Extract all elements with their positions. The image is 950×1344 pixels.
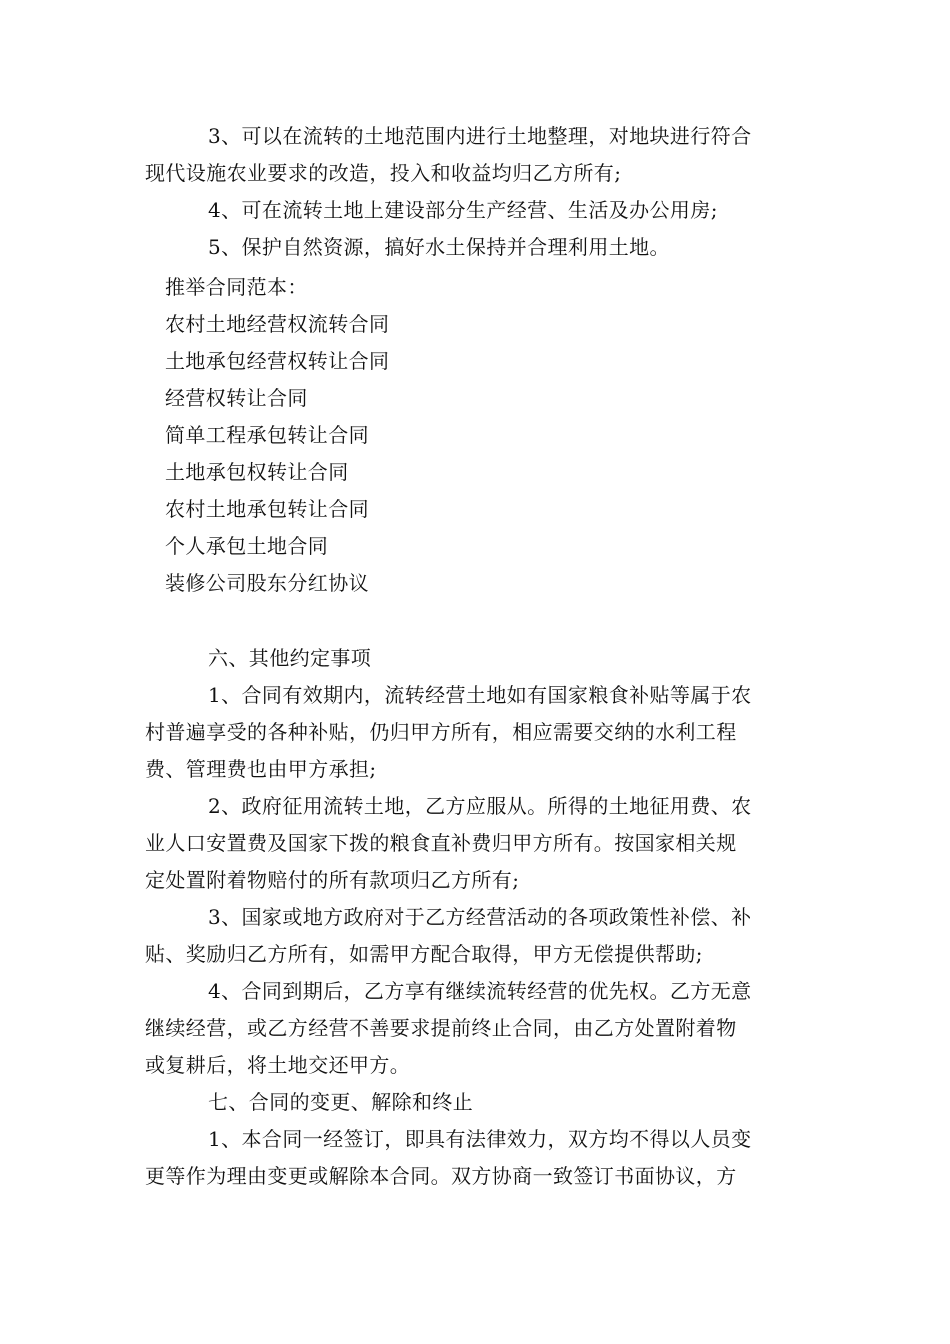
section6-item2-line2: 业人口安置费及国家下拨的粮食直补费归甲方所有。按国家相关规 [145, 831, 737, 855]
section6-item4-line2: 继续经营，或乙方经营不善要求提前终止合同，由乙方处置附着物 [145, 1016, 737, 1040]
section6-item1-line3: 费、管理费也由甲方承担; [145, 757, 377, 781]
recommended-link[interactable]: 土地承包经营权转让合同 [165, 349, 390, 373]
section5-item3-line2: 现代设施农业要求的改造，投入和收益均归乙方所有; [145, 161, 622, 185]
section6-item4-line3: 或复耕后，将土地交还甲方。 [145, 1053, 411, 1077]
recommended-link[interactable]: 农村土地经营权流转合同 [165, 312, 390, 336]
section6-item2-line1: 2、政府征用流转土地，乙方应服从。所得的土地征用费、农 [208, 794, 752, 818]
recommended-link[interactable]: 土地承包权转让合同 [165, 460, 349, 484]
recommended-link[interactable]: 简单工程承包转让合同 [165, 423, 369, 447]
section6-heading: 六、其他约定事项 [208, 646, 372, 670]
recommended-link[interactable]: 经营权转让合同 [165, 386, 308, 410]
section7-item1-line2: 更等作为理由变更或解除本合同。双方协商一致签订书面协议，方 [145, 1164, 737, 1188]
section7-heading: 七、合同的变更、解除和终止 [208, 1090, 474, 1114]
section5-item5: 5、保护自然资源，搞好水土保持并合理利用土地。 [208, 235, 670, 259]
section6-item2-line3: 定处置附着物赔付的所有款项归乙方所有; [145, 868, 520, 892]
recommended-link[interactable]: 个人承包土地合同 [165, 534, 329, 558]
recommended-heading: 推举合同范本： [165, 275, 308, 299]
section6-item3-line1: 3、国家或地方政府对于乙方经营活动的各项政策性补偿、补 [208, 905, 752, 929]
recommended-link[interactable]: 农村土地承包转让合同 [165, 497, 369, 521]
section5-item3-line1: 3、可以在流转的土地范围内进行土地整理，对地块进行符合 [208, 124, 752, 148]
section6-item1-line2: 村普遍享受的各种补贴，仍归甲方所有，相应需要交纳的水利工程 [145, 720, 737, 744]
section5-item4: 4、可在流转土地上建设部分生产经营、生活及办公用房; [208, 198, 718, 222]
section6-item4-line1: 4、合同到期后，乙方享有继续流转经营的优先权。乙方无意 [208, 979, 752, 1003]
section6-item1-line1: 1、合同有效期内，流转经营土地如有国家粮食补贴等属于农 [208, 683, 752, 707]
section7-item1-line1: 1、本合同一经签订，即具有法律效力，双方均不得以人员变 [208, 1127, 752, 1151]
recommended-link[interactable]: 装修公司股东分红协议 [165, 571, 369, 595]
section6-item3-line2: 贴、奖励归乙方所有，如需甲方配合取得，甲方无偿提供帮助; [145, 942, 703, 966]
